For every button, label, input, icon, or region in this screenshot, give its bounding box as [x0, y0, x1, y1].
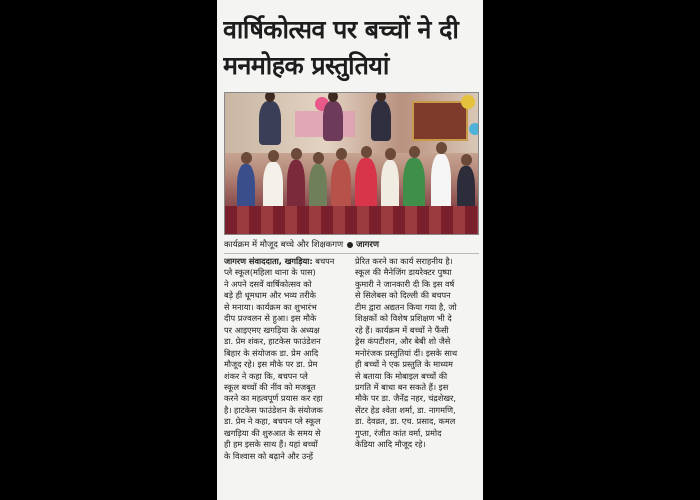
teacher-figure [323, 101, 343, 141]
text-line: ने अपने दसवें वार्षिकोत्सव को [224, 278, 312, 289]
headline [223, 12, 479, 84]
text-line: पर आइएमए खगड़िया के अध्यक्ष [224, 324, 320, 335]
text-line: शंकर ने कहा कि, बचपन प्ले [224, 370, 308, 381]
text-line: गुप्ता, रंजीत कांत वर्मा, प्रमोद [355, 427, 442, 438]
caption-text: कार्यक्रम में मौजूद बच्चे और शिक्षकगण [224, 240, 344, 250]
text-line: प्रगति में बाधा बन सकते हैं। इस [355, 381, 449, 392]
article-column-right [355, 256, 480, 451]
text-line: ड्रेस कंपटीशन, और बेबी शो जैसे [355, 336, 451, 347]
text-line: सेंटर हेड श्वेता शर्मा, डा. नागमणि, [355, 404, 456, 415]
text-line: बड़े ही धूमधाम और भव्य तरीके [224, 290, 316, 301]
text-line: से बताया कि मोबाइल बच्चों की [355, 370, 448, 381]
text-line: शिक्षकों को विशेष प्रशिक्षण भी दे [355, 313, 452, 324]
balloon [461, 95, 475, 109]
text-line [224, 256, 349, 267]
text-line: खगड़िया की शुरुआत के समय से [224, 427, 321, 438]
text-line: डा. प्रेम शंकर, हाटकेस फाउंडेशन [224, 336, 321, 347]
byline: जागरण संवाददाता, खगड़िया: [224, 256, 313, 266]
bullet-icon [347, 242, 353, 248]
balloon [469, 123, 479, 135]
text-line: टीम द्वारा अद्यतन किया गया है, जो [355, 301, 457, 312]
article-column-left [224, 256, 349, 462]
photo-carpet [225, 206, 478, 234]
photo-shelf [412, 101, 468, 141]
newspaper-clipping [217, 0, 483, 500]
text-line: करने का महत्वपूर्ण प्रयास कर रहा [224, 393, 323, 404]
text-line: प्ले स्कूल(महिला थाना के पास) [224, 267, 316, 278]
text-line: स्कूल की मैनेजिंग डायरेक्टर पुष्पा [355, 267, 452, 278]
headline-line-1: वार्षिकोत्सव पर बच्चों ने दी [223, 15, 459, 44]
text-line: रहे हैं। कार्यक्रम में बच्चों ने फैंसी [355, 324, 449, 335]
text-line: प्रेरित करने का कार्य सराहनीय है। [355, 256, 453, 266]
photo-caption [224, 238, 479, 252]
text-line: केडिया आदि मौजूद रहे। [355, 439, 426, 450]
text-line: डा. देवव्रत, डा. एच. प्रसाद, कमल [355, 416, 456, 427]
text-line: कुमारी ने जानकारी दी कि इस वर्ष [355, 278, 455, 289]
text-line: से मनाया। कार्यक्रम का शुभारंभ [224, 301, 317, 312]
text-line: है। हाटकेस फाउंडेशन के संयोजक [224, 404, 323, 415]
text-line: बिहार के संयोजक डा. प्रेम आदि [224, 347, 319, 358]
text-line: दीप प्रज्वलन से हुआ। इस मौके [224, 313, 317, 324]
text-line: मौके पर डा. जैनेंद्र नहर, चंद्रशेखर, [355, 393, 456, 404]
headline-line-2: मनमोहक प्रस्तुतियां [223, 51, 389, 80]
text-fragment: बचपन [315, 256, 335, 266]
divider [224, 253, 479, 254]
text-line: से सिलेबस को दिल्ली की बचपन [355, 290, 451, 301]
text-line: मौजूद रहे। इस मौके पर डा. प्रेम [224, 359, 318, 370]
event-photo [224, 92, 479, 235]
text-line: डा. प्रेम ने कहा, बचपन प्ले स्कूल [224, 416, 321, 427]
text-line: ही हम इसके साथ हैं। यहां बच्चों [224, 439, 318, 450]
text-line: स्कूल बच्चों की नींव को मजबूत [224, 381, 316, 392]
text-line: के विश्वास को बढ़ाने और उन्हें [224, 450, 314, 461]
teacher-figure [259, 101, 281, 145]
text-line: मनोरंजक प्रस्तुतियां दीं। इसके साथ [355, 347, 458, 358]
text-line: ही बच्चों ने एक प्रस्तुति के माध्यम [355, 359, 453, 370]
caption-brand: जागरण [356, 240, 380, 250]
teacher-figure [371, 101, 391, 141]
